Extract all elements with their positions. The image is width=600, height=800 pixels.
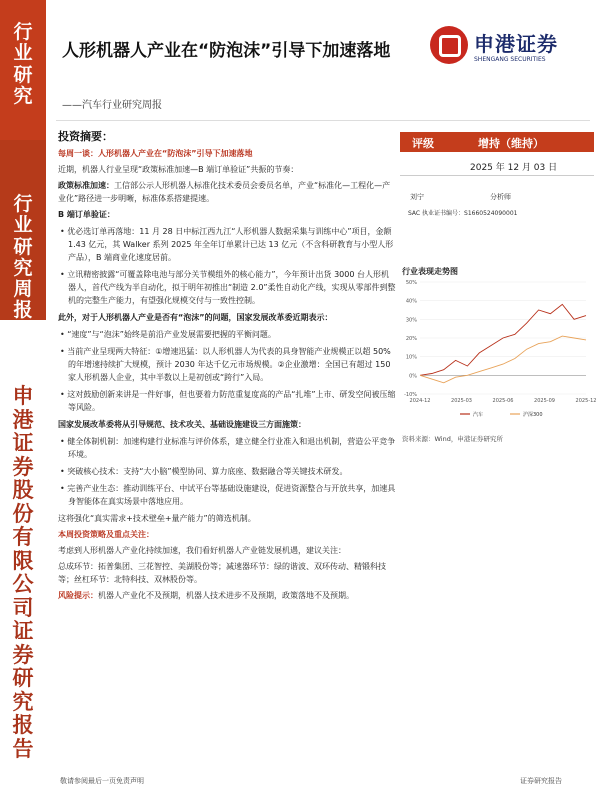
sidebar-char: 业 <box>13 214 33 237</box>
sidebar-char: 研 <box>13 63 33 86</box>
policy-label: 政策标准加速： <box>58 181 114 190</box>
series-line-2 <box>420 336 586 383</box>
sidebar-char: 研 <box>12 666 34 691</box>
y-tick-label: 10% <box>405 354 417 361</box>
report-subtitle: ——汽车行业研究周报 <box>62 100 162 111</box>
sidebar-char: 司 <box>12 595 34 620</box>
chart-source: 资料来源：Wind，申港证券研究所 <box>402 435 503 443</box>
logo-mark-icon <box>430 26 468 64</box>
sidebar-char: 告 <box>12 736 34 761</box>
report-title: 人形机器人产业在“防泡沫”引导下加速落地 <box>62 41 391 61</box>
sidebar-char: 证 <box>12 431 34 456</box>
legend-label: 沪深300 <box>523 412 543 418</box>
x-tick-label: 2025-03 <box>451 398 472 404</box>
sidebar-char: 报 <box>13 299 33 322</box>
investment-summary <box>58 128 396 605</box>
y-tick-label: 40% <box>405 298 417 305</box>
report-type-footer: 证券研究报告 <box>520 777 562 785</box>
policy-paragraph <box>58 179 396 205</box>
sidebar-char: 券 <box>12 642 34 667</box>
sidebar-char: 研 <box>13 235 33 258</box>
series-line-1 <box>420 304 586 375</box>
sidebar-company-label <box>0 385 46 761</box>
x-tick-label: 2025-09 <box>534 398 555 404</box>
sidebar-char: 究 <box>13 84 33 107</box>
y-tick-label: 50% <box>405 280 417 286</box>
report-date: 2025 年 12 月 03 日 <box>470 163 558 173</box>
sidebar-char: 股 <box>12 478 34 503</box>
sac-certificate: SAC 执业证书编号：S1660524090001 <box>408 210 518 217</box>
rating-value: 增持（维持） <box>478 137 544 150</box>
bubble-bullet-3: • 这对鼓励创新来讲是一件好事，但也要着力防范重复度高的产品“扎堆”上市、研发空间被压缩等风险。 <box>60 390 396 412</box>
sidebar <box>0 0 46 800</box>
sidebar-char: 究 <box>12 689 34 714</box>
header-divider <box>56 120 590 121</box>
sidebar-char: 周 <box>13 278 33 301</box>
x-tick-label: 2025-12 <box>575 398 597 404</box>
measure-3: • 完善产业生态：推动训练平台、中试平台等基础设施建设，促进资源整合与开放共享，加速具身智能体在真实场景中落地应用。 <box>60 484 396 506</box>
policy-text: 工信部公示人形机器人标准化技术委员会委员名单，产业“标准化—工程化—产业化”路径进一步明晰，标准体系搭建提速。 <box>58 181 391 203</box>
sidebar-type-label <box>0 194 46 322</box>
risk-paragraph <box>58 589 396 602</box>
sidebar-char: 行 <box>13 21 33 43</box>
sidebar-category-label <box>0 22 46 107</box>
sidebar-char: 有 <box>12 525 34 550</box>
x-tick-label: 2024-12 <box>409 398 431 404</box>
sidebar-char: 港 <box>12 407 34 432</box>
weekly-topic: 每周一谈：人形机器人产业在“防泡沫”引导下加速落地 <box>58 149 253 158</box>
bubble-bullet-1: • “速度”与“泡沫”始终是前沿产业发展需要把握的平衡问题。 <box>60 330 276 339</box>
sidebar-char: 证 <box>12 619 34 644</box>
risk-text: 机器人产业化不及预期，机器人技术进步不及预期，政策落地不及预期。 <box>98 591 354 600</box>
logo-english-name: SHENGANG SECURITIES <box>474 56 546 63</box>
sidebar-char: 申 <box>12 384 34 408</box>
sidebar-company-block <box>0 365 46 761</box>
rating-box <box>400 132 594 152</box>
analyst-name: 刘宁 <box>410 193 424 201</box>
bubble-bullet-2: • 当前产业呈现两大特征：①增速迅猛：以人形机器人为代表的具身智能产业规模正以超 50%的年增速持续扩大规模，预计 2030 年达千亿元市场规模。②企业激增：全国已有超过 150 家人形机器人企业，其中半数以上是初创或“跨行”入局。 <box>60 347 391 382</box>
industry-performance-chart <box>400 276 597 426</box>
y-tick-label: 30% <box>405 317 417 324</box>
logo-name: 申港证券 <box>474 32 558 56</box>
sidebar-char: 限 <box>12 548 34 573</box>
sidebar-char: 行 <box>13 193 33 215</box>
sidebar-char: 业 <box>13 42 33 65</box>
risk-label: 风险提示： <box>58 591 98 600</box>
sidebar-char: 公 <box>12 572 34 597</box>
sidebar-char: 券 <box>12 454 34 479</box>
bubble-question: 此外，对于人形机器人产业是否有“泡沫”的问题，国家发展改革委近期表示： <box>58 313 333 322</box>
strategy-label: 本周投资策略及重点关注： <box>58 530 154 539</box>
stock-picks: 总成环节：拓普集团、三花智控、美湖股份等；减速器环节：绿的谐波、双环传动、精锻科技等；丝杠环节：北特科技、双林股份等。 <box>58 562 386 584</box>
company-logo <box>430 26 580 72</box>
sidebar-char: 究 <box>13 256 33 279</box>
section-heading: 投资摘要： <box>58 130 113 143</box>
disclaimer-footer: 敬请参阅最后一页免责声明 <box>60 777 144 785</box>
rating-divider <box>400 175 594 176</box>
measure-2: • 突破核心技术：支持“大小脑”模型协同、算力底座、数据融合等关键技术研发。 <box>60 467 348 476</box>
order-bullet-2: • 立讯精密披露“可覆盖除电池与部分关节模组外的核心能力”，今年预计出货 3000 台人形机器人，首代产线为半自动化，拟于明年初推出“制造 2.0”柔性自动化产线，实现从零部件到整机的完整生产能力，有望强化规模交付与一致性控制。 <box>60 270 396 305</box>
measures-label: 国家发展改革委将从引导规范、技术攻关、基础设施建设三方面施策： <box>58 420 306 429</box>
sidebar-char: 份 <box>12 501 34 526</box>
y-tick-label: 0% <box>409 373 417 380</box>
rating-label: 评级 <box>412 137 434 150</box>
y-tick-label: 20% <box>405 336 417 342</box>
legend-label: 汽车 <box>473 412 484 418</box>
sidebar-type-block <box>0 140 46 320</box>
chart-title: 行业表现走势图 <box>402 267 458 276</box>
order-label: B 端订单验证： <box>58 210 115 219</box>
y-tick-label: -10% <box>404 392 417 398</box>
sidebar-category-block <box>0 0 46 140</box>
mechanism-text: 这将强化“真实需求+技术壁垒+量产能力”的筛选机制。 <box>58 514 256 523</box>
analyst-role: 分析师 <box>490 193 511 201</box>
x-tick-label: 2025-06 <box>492 398 514 404</box>
sidebar-char: 报 <box>12 713 34 738</box>
measure-1: • 健全体制机制：加速构建行业标准与评价体系，建立健全行业准入和退出机制，营造公平竞争环境。 <box>60 437 396 459</box>
strategy-text: 考虑到人形机器人产业化持续加速，我们看好机器人产业链发展机遇，建议关注： <box>58 546 346 555</box>
intro-text: 近期，机器人行业呈现“政策标准加速—B 端订单验证”共振的节奏： <box>58 165 299 174</box>
order-bullet-1: • 优必选订单再落地：11 月 28 日中标江西九江“人形机器人数据采集与训练中心”项目，金额 1.43 亿元，其 Walker 系列 2025 年全年订单累计已达 13 亿元（不含科研教育与小型人形产品），B 端商业化速度居前。 <box>60 227 394 262</box>
